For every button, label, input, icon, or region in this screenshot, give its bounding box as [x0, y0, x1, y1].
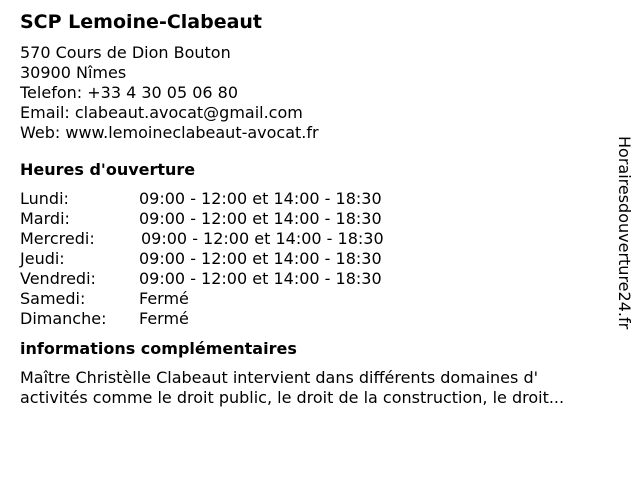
address-city: 30900 Nîmes [20, 63, 127, 82]
day-label: Dimanche: [20, 309, 107, 328]
day-label: Jeudi: [20, 249, 65, 268]
email-line: Email: clabeaut.avocat@gmail.com [20, 103, 303, 122]
phone-line: Telefon: +33 4 30 05 06 80 [20, 83, 239, 102]
site-watermark: Horairesdouverture24.fr [615, 136, 634, 330]
time-value: Fermé [139, 289, 189, 308]
day-label: Mercredi: [20, 229, 95, 248]
day-label: Samedi: [20, 289, 86, 308]
website-line: Web: www.lemoineclabeaut-avocat.fr [20, 123, 319, 142]
hours-row-sunday [20, 309, 616, 329]
time-value: 09:00 - 12:00 et 14:00 - 18:30 [139, 269, 382, 288]
address-street: 570 Cours de Dion Bouton [20, 43, 231, 62]
day-label: Lundi: [20, 189, 69, 208]
business-name: SCP Lemoine-Clabeaut [20, 11, 263, 33]
time-value: 09:00 - 12:00 et 14:00 - 18:30 [139, 189, 382, 208]
info-heading: informations complémentaires [20, 339, 297, 358]
day-label: Mardi: [20, 209, 70, 228]
hours-row-friday [20, 269, 616, 289]
hours-heading: Heures d'ouverture [20, 160, 196, 179]
time-value: 09:00 - 12:00 et 14:00 - 18:30 [141, 229, 384, 248]
time-value: 09:00 - 12:00 et 14:00 - 18:30 [139, 249, 382, 268]
time-value: 09:00 - 12:00 et 14:00 - 18:30 [139, 209, 382, 228]
time-value: Fermé [139, 309, 189, 328]
info-description [20, 368, 620, 408]
day-label: Vendredi: [20, 269, 96, 288]
hours-row-wednesday [20, 229, 616, 249]
hours-table [20, 189, 616, 329]
hours-row-saturday [20, 289, 616, 309]
info-line-2: activités comme le droit public, le droit de la construction, le droit... [20, 388, 565, 407]
hours-row-tuesday [20, 209, 616, 229]
info-line-1: Maître Christèlle Clabeaut intervient dans différents domaines d' [20, 368, 538, 387]
hours-row-thursday [20, 249, 616, 269]
hours-row-monday [20, 189, 616, 209]
contact-block [20, 43, 616, 143]
business-card [20, 10, 616, 408]
